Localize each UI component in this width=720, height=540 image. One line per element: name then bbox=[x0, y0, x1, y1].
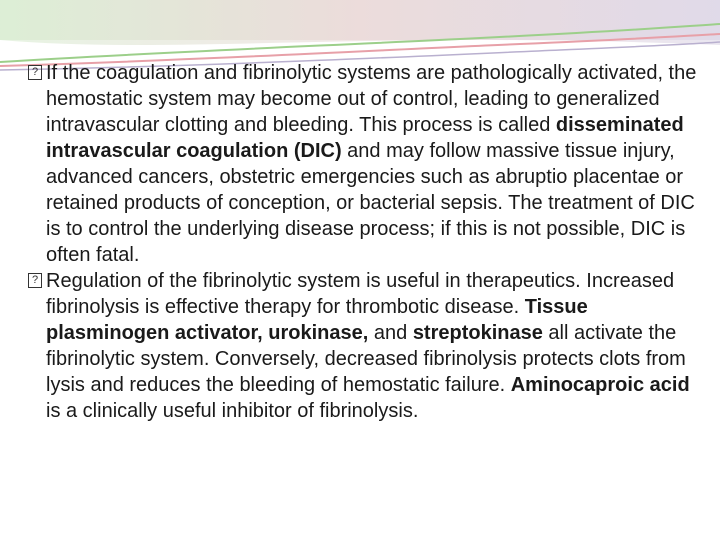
text-run: and bbox=[368, 322, 413, 344]
bold-term: streptokinase bbox=[412, 322, 543, 344]
missing-glyph-box-icon: ? bbox=[28, 273, 42, 288]
text-run: all activate the fibrinolytic system. Conversely, decreased fibrinolysis protects clots from lysis and reduces the bleeding of hemostatic failure. bbox=[46, 322, 686, 396]
paragraph-dic bbox=[26, 60, 706, 268]
bold-term: Tissue plasminogen activator, urokinase, bbox=[46, 296, 588, 344]
slide-body bbox=[26, 60, 706, 424]
bold-term: Aminocaproic acid bbox=[510, 374, 690, 396]
paragraph-fibrinolysis-regulation bbox=[26, 268, 706, 424]
bold-term: disseminated intravascular coagulation (DIC) bbox=[46, 114, 684, 162]
missing-glyph-box-icon: ? bbox=[28, 65, 42, 80]
text-run: is a clinically useful inhibitor of fibrinolysis. bbox=[46, 400, 419, 422]
text-run: Regulation of the fibrinolytic system is useful in therapeutics. Increased fibrinolysis is effective therapy for thrombotic disease. bbox=[46, 270, 675, 318]
text-run: and may follow massive tissue injury, advanced cancers, obstetric emergencies such as abruptio placentae or retained products of conception, or bacterial sepsis. The treatment of DIC is to control the underlying disease process; if this is not possible, DIC is often fatal. bbox=[46, 140, 695, 266]
text-run: If the coagulation and fibrinolytic systems are pathologically activated, the hemostatic system may become out of control, leading to generalized intravascular clotting and bleeding. This process is called bbox=[46, 62, 697, 136]
